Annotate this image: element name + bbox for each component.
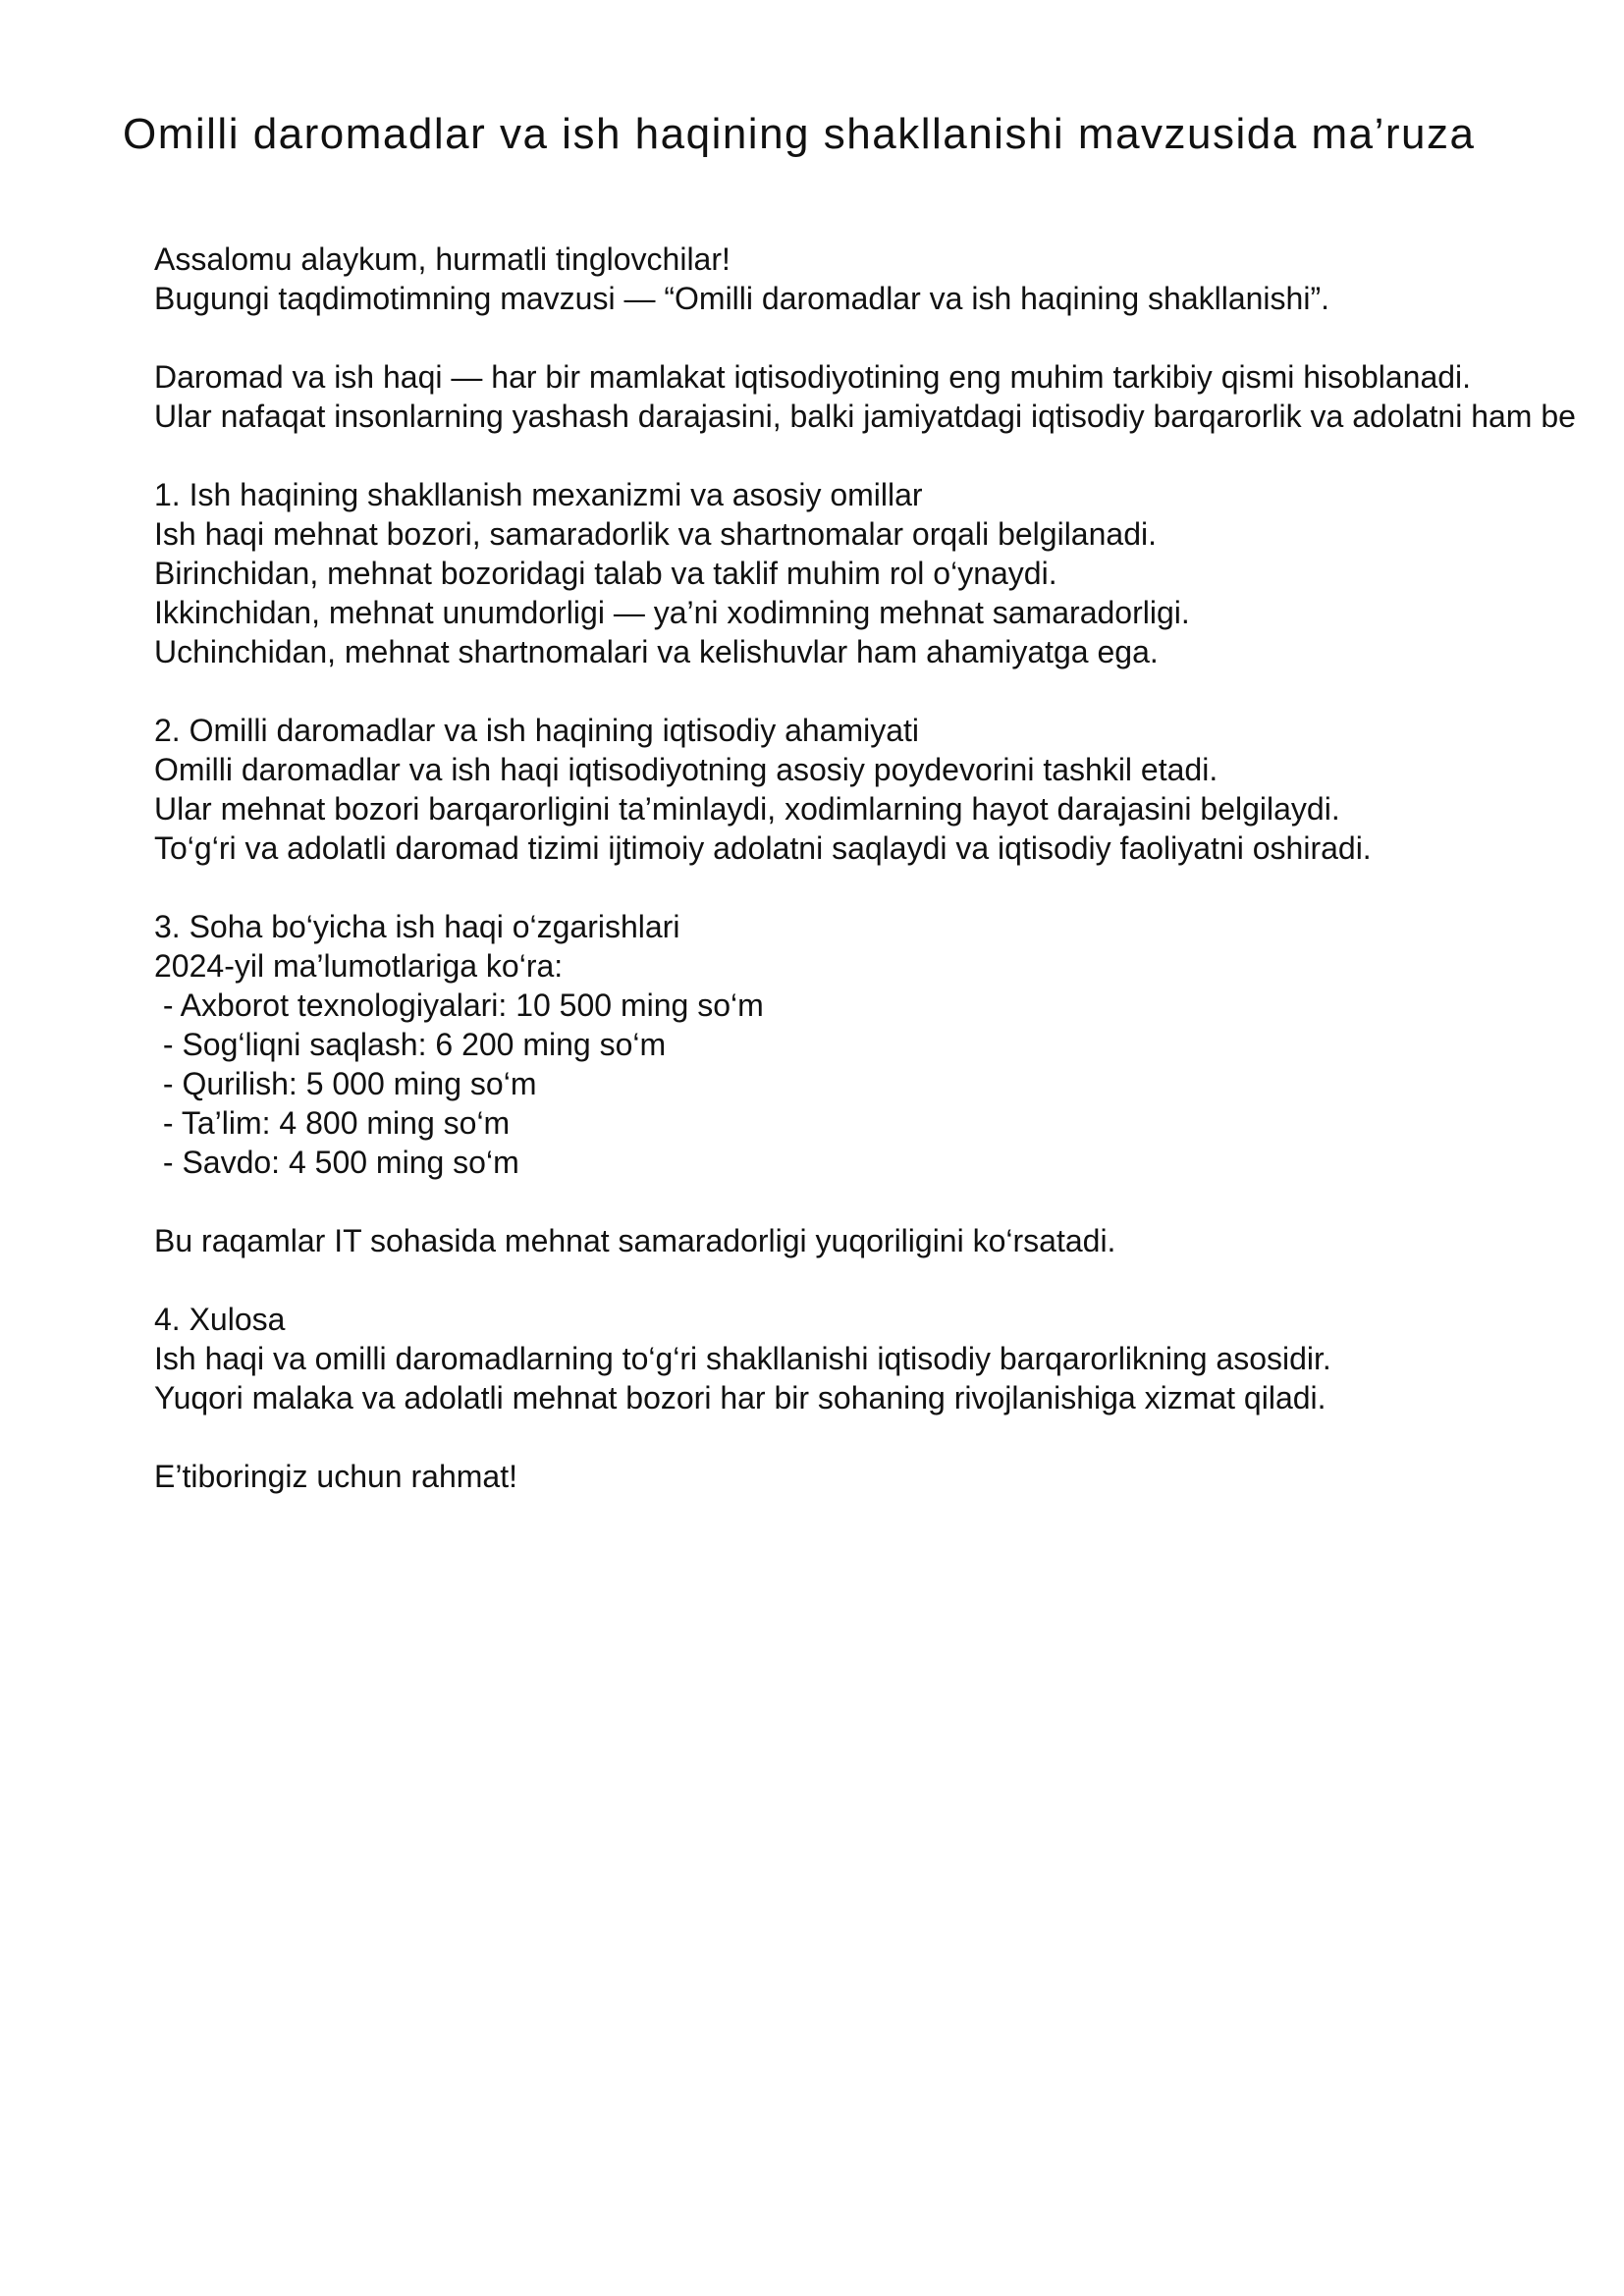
- section-1-heading: 1. Ish haqining shakllanish mexanizmi va asosiy omillar: [154, 477, 923, 512]
- section-3-heading: 3. Soha bo‘yicha ish haqi o‘zgarishlari: [154, 909, 680, 944]
- closing-line: E’tiboringiz uchun rahmat!: [154, 1459, 517, 1494]
- salary-list-item: - Axborot texnologiyalari: 10 500 ming so‘m: [154, 988, 764, 1023]
- paragraph-gap: [154, 868, 1624, 907]
- paragraph-gap: [154, 318, 1624, 357]
- intro-line: Daromad va ish haqi — har bir mamlakat iqtisodiyotining eng muhim tarkibiy qismi hisoblanadi.: [154, 359, 1472, 395]
- page-title: Omilli daromadlar va ish haqining shakllanishi mavzusida ma’ruza: [123, 110, 1476, 158]
- paragraph-gap: [154, 1260, 1624, 1300]
- section-4-line: Yuqori malaka va adolatli mehnat bozori har bir sohaning rivojlanishiga xizmat qiladi.: [154, 1380, 1326, 1415]
- salary-list-item: - Sog‘liqni saqlash: 6 200 ming so‘m: [154, 1027, 667, 1062]
- salary-list-item: - Qurilish: 5 000 ming so‘m: [154, 1066, 537, 1101]
- salary-list-item: - Savdo: 4 500 ming so‘m: [154, 1145, 519, 1180]
- section-1-line: Uchinchidan, mehnat shartnomalari va kelishuvlar ham ahamiyatga ega.: [154, 634, 1159, 669]
- paragraph-gap: [154, 1417, 1624, 1457]
- section-1-line: Ikkinchidan, mehnat unumdorligi — ya’ni xodimning mehnat samaradorligi.: [154, 595, 1190, 630]
- section-4-heading: 4. Xulosa: [154, 1302, 286, 1337]
- document-body: [154, 240, 1624, 1496]
- paragraph-gap: [154, 671, 1624, 711]
- greeting-line: Assalomu alaykum, hurmatli tinglovchilar!: [154, 241, 731, 277]
- topic-line: Bugungi taqdimotimning mavzusi — “Omilli daromadlar va ish haqining shakllanishi”.: [154, 281, 1329, 316]
- section-2-line: To‘g‘ri va adolatli daromad tizimi ijtimoiy adolatni saqlaydi va iqtisodiy faoliyatni oshiradi.: [154, 830, 1372, 866]
- section-2-line: Omilli daromadlar va ish haqi iqtisodiyotning asosiy poydevorini tashkil etadi.: [154, 752, 1218, 787]
- paragraph-gap: [154, 1182, 1624, 1221]
- section-2-heading: 2. Omilli daromadlar va ish haqining iqtisodiy ahamiyati: [154, 713, 920, 748]
- section-1-line: Birinchidan, mehnat bozoridagi talab va taklif muhim rol o‘ynaydi.: [154, 556, 1057, 591]
- intro-line: Ular nafaqat insonlarning yashash darajasini, balki jamiyatdagi iqtisodiy barqarorlik va adolatni ham be: [154, 399, 1576, 434]
- section-3-note: Bu raqamlar IT sohasida mehnat samaradorligi yuqoriligini ko‘rsatadi.: [154, 1223, 1116, 1258]
- salary-list-item: - Ta’lim: 4 800 ming so‘m: [154, 1105, 511, 1141]
- section-2-line: Ular mehnat bozori barqarorligini ta’minlaydi, xodimlarning hayot darajasini belgilaydi.: [154, 791, 1340, 827]
- paragraph-gap: [154, 436, 1624, 475]
- section-3-subheading: 2024-yil ma’lumotlariga ko‘ra:: [154, 948, 564, 984]
- section-1-line: Ish haqi mehnat bozori, samaradorlik va shartnomalar orqali belgilanadi.: [154, 516, 1157, 552]
- section-4-line: Ish haqi va omilli daromadlarning to‘g‘ri shakllanishi iqtisodiy barqarorlikning asosidir.: [154, 1341, 1331, 1376]
